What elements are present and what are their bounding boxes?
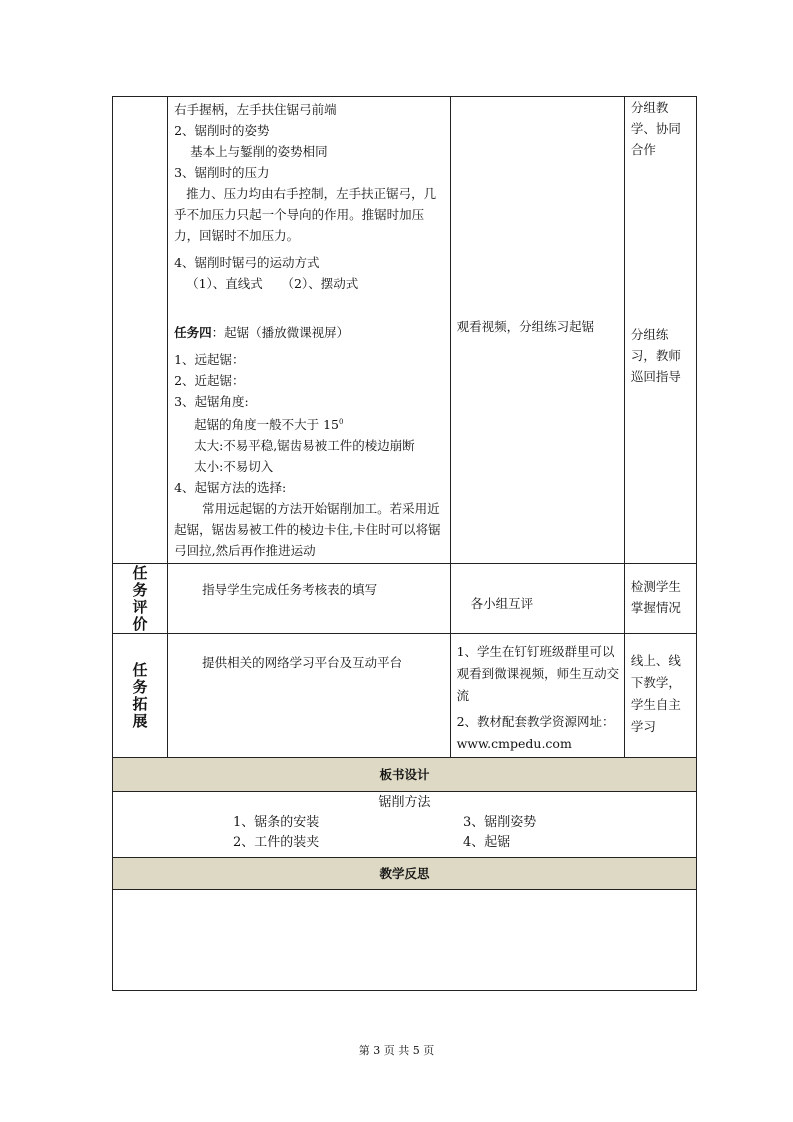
student-activity-cell <box>450 97 624 564</box>
task4-line: 3、起锯角度: <box>174 394 249 409</box>
extension-teacher-text: 提供相关的网络学习平台及互动平台 <box>202 655 403 670</box>
evaluation-student-cell <box>450 564 624 634</box>
board-design-row <box>113 792 697 858</box>
board-title: 锯削方法 <box>378 795 431 810</box>
evaluation-row <box>113 564 697 634</box>
evaluation-label: 任 务 评 价 <box>132 563 148 633</box>
task-content-row <box>113 97 697 564</box>
content-line: 右手握柄，左手扶住锯弓前端 <box>174 102 337 117</box>
board-item: 4、起锯 <box>463 835 511 850</box>
task-label-cell <box>113 97 168 564</box>
board-row <box>113 833 696 853</box>
evaluation-teacher-text: 指导学生完成任务考核表的填写 <box>202 582 378 597</box>
extension-student-text: 1、学生在钉钉班级群里可以观看到微课视频，师生互动交流 <box>456 644 620 703</box>
task4-line: 2、近起锯： <box>174 373 245 388</box>
content-line: 基本上与錾削的姿势相同 <box>190 144 328 159</box>
lesson-plan-table <box>112 96 697 991</box>
angle-text: 起锯的角度一般不大于 15 <box>194 417 339 433</box>
extension-student-text: 2、教材配套教学资源网址：www.cmpedu.com <box>456 714 615 751</box>
evaluation-teacher-cell <box>168 564 450 634</box>
method-cell <box>624 97 696 564</box>
method-text: 分组练习，教师巡回指导 <box>630 327 681 384</box>
content-paragraph: 推力、压力均由右手控制，左手扶正锯弓，几乎不加压力只起一个导向的作用。推锯时加压力，回锯时不加压力。 <box>174 186 437 243</box>
task4-line <box>174 412 445 435</box>
task4-heading <box>174 322 445 343</box>
evaluation-purpose-cell <box>624 564 696 634</box>
extension-label: 任 务 拓 展 <box>132 660 148 730</box>
board-item: 1、锯条的安装 <box>233 815 320 830</box>
task4-line: 4、起锯方法的选择: <box>174 480 287 496</box>
extension-teacher-cell <box>168 634 450 758</box>
board-item: 3、锯削姿势 <box>463 815 537 830</box>
extension-label-cell <box>113 634 168 758</box>
student-activity-text: 观看视频，分组练习起锯 <box>456 319 595 334</box>
extension-purpose-text: 线上、线下教学，学生自主学习 <box>630 653 681 734</box>
content-line: （1）、直线式 （2）、摆动式 <box>186 276 359 291</box>
task4-label: 任务四 <box>174 325 212 340</box>
board-design-header-row <box>113 758 697 792</box>
task4-paragraph: 常用远起锯的方法开始锯削加工。若采用近起锯，锯齿易被工件的棱边卡住,卡住时可以将锯弓回拉,然后再作推进运动 <box>174 501 441 559</box>
board-item: 2、工件的装夹 <box>233 835 320 850</box>
extension-purpose-cell <box>624 634 696 758</box>
content-line: 2、锯削时的姿势 <box>174 123 270 138</box>
content-line: 4、锯削时锯弓的运动方式 <box>174 255 320 270</box>
board-row <box>113 813 696 833</box>
extension-row <box>113 634 697 758</box>
method-text: 分组教学、协同合作 <box>630 100 681 157</box>
evaluation-purpose-text: 检测学生掌握情况 <box>630 579 681 615</box>
degree-mark: 0 <box>338 418 344 426</box>
evaluation-student-text: 各小组互评 <box>470 596 534 611</box>
task4-line: 1、远起锯： <box>174 352 245 367</box>
content-line: 3、锯削时的压力 <box>174 165 270 180</box>
board-design-cell <box>113 792 697 858</box>
reflection-row <box>113 890 697 991</box>
task4-line: 太小:不易切入 <box>194 459 274 475</box>
task4-line: 太大:不易平稳,锯齿易被工件的棱边崩断 <box>194 438 415 454</box>
reflection-cell <box>113 890 697 991</box>
task4-title: ：起锯（播放微课视屏） <box>211 325 350 340</box>
teacher-activity-cell <box>168 97 450 564</box>
reflection-header-row <box>113 858 697 890</box>
extension-student-cell <box>450 634 624 758</box>
reflection-header: 教学反思 <box>113 858 697 890</box>
evaluation-label-cell <box>113 564 168 634</box>
board-design-header: 板书设计 <box>113 758 697 792</box>
page-footer: 第 3 页 共 5 页 <box>358 1044 435 1057</box>
